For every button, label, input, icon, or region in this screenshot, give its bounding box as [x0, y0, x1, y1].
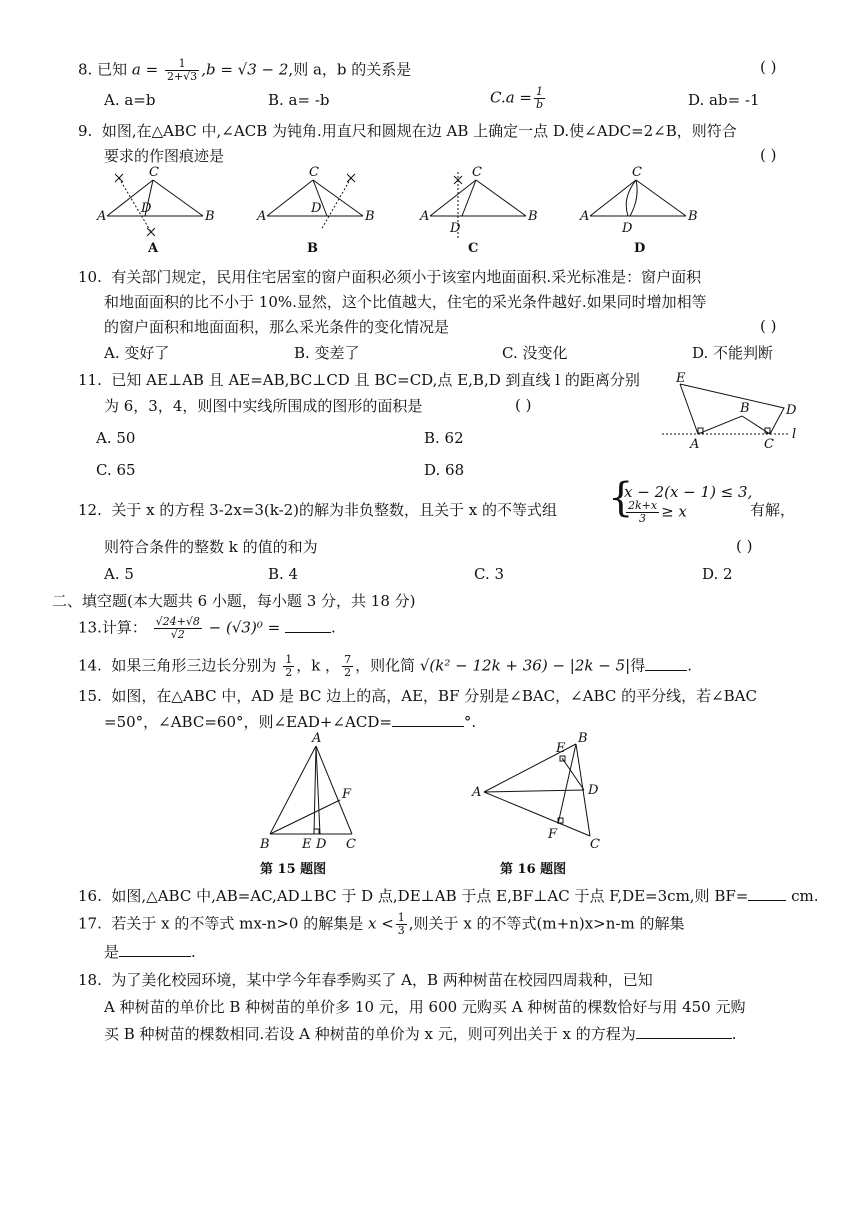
q11-line1: 11. 已知 AE⊥AB 且 AE=AB,BC⊥CD 且 BC=CD,点 E,B,D 到直线 l 的距离分别 [78, 371, 640, 389]
q12-ineq1: x − 2(x − 1) ≤ 3, [624, 483, 753, 501]
q12-option-a: A. 5 [104, 565, 134, 583]
q8-option-d: D. ab= -1 [688, 91, 760, 109]
q11-answer-paren: ( ) [515, 396, 532, 414]
svg-text:B: B [528, 209, 538, 224]
q12-ineq2: $\frac{2k+x}{3}$ ≥ x [628, 499, 687, 525]
svg-text:C: C [632, 165, 642, 180]
svg-text:E: E [676, 371, 686, 386]
svg-text:D: D [588, 783, 599, 798]
q11-option-d: D. 68 [424, 461, 465, 479]
q12-option-d: D. 2 [702, 565, 733, 583]
q10-line1: 10. 有关部门规定，民用住宅居室的窗户面积必须小于该室内地面面积.采光标准是：窗户面积 [78, 268, 702, 286]
svg-text:D: D [622, 221, 633, 236]
fig16-caption: 第 16 题图 [500, 862, 567, 877]
svg-text:E: E [556, 741, 566, 756]
svg-text:D: D [316, 837, 327, 852]
svg-text:A: A [312, 731, 322, 746]
q8-answer-paren: ( ) [760, 58, 777, 76]
svg-text:C: C [309, 165, 319, 180]
svg-text:A: A [690, 437, 700, 452]
q18-blank[interactable] [636, 1024, 732, 1039]
fig16 [472, 732, 612, 856]
svg-text:B: B [578, 731, 588, 746]
q11-figure [662, 372, 802, 456]
svg-text:B: B [205, 209, 215, 224]
q15-blank[interactable] [392, 712, 464, 727]
q10-option-a: A. 变好了 [104, 344, 170, 362]
svg-text:B: B [688, 209, 698, 224]
q8-stem-post: ,则 a，b 的关系是 [288, 60, 412, 79]
q17-line1: 17. 若关于 x 的不等式 mx-n>0 的解集是 x < $\frac{1}{3}$ ,则关于 x 的不等式(m+n)x>n-m 的解集 [78, 911, 685, 937]
q8-a-eq: a = [131, 60, 159, 79]
q14-line: 14. 如果三角形三边长分别为 $\frac{1}{2}$ ，k ， $\frac{7}{2}$ ，则化简 √(k² − 12k + 36) − |2k − 5|得 . [78, 653, 692, 679]
svg-text:A: A [97, 209, 107, 224]
q12-line2: 则符合条件的整数 k 的值的和为 [104, 538, 318, 556]
q8-stem-pre: 已知 [97, 60, 128, 79]
q10-answer-paren: ( ) [760, 317, 777, 335]
q17-line2: 是 . [104, 943, 196, 961]
q12-answer-paren: ( ) [736, 537, 753, 555]
svg-text:A: A [472, 785, 482, 800]
svg-text:A: A [420, 209, 430, 224]
svg-text:A: A [257, 209, 267, 224]
q9-fig-label-d: D [634, 241, 646, 256]
q11-option-a: A. 50 [96, 429, 136, 447]
q10-option-b: B. 变差了 [294, 344, 360, 362]
q10-option-c: C. 没变化 [502, 344, 568, 362]
q10-line2: 和地面面积的比不小于 10%.显然，这个比值越大，住宅的采光条件越好.如果同时增加相等 [104, 293, 707, 311]
svg-text:D: D [311, 201, 322, 216]
q18-line3: 买 B 种树苗的棵数相同.若设 A 种树苗的单价为 x 元，则可列出关于 x 的方程为 . [104, 1025, 737, 1043]
q14-blank[interactable] [645, 656, 687, 671]
section2-title: 二、填空题(本大题共 6 小题，每小题 3 分，共 18 分) [52, 592, 416, 610]
q11-option-b: B. 62 [424, 429, 464, 447]
q9-fig-label-c: C [468, 241, 479, 256]
q9-answer-paren: ( ) [760, 146, 777, 164]
q8-stem [78, 58, 411, 83]
q13-blank[interactable] [285, 618, 331, 633]
svg-text:C: C [346, 837, 356, 852]
svg-text:B: B [365, 209, 375, 224]
q16-line: 16. 如图,△ABC 中,AB=AC,AD⊥BC 于 D 点,DE⊥AB 于点 E,BF⊥AC 于点 F,DE=3cm,则 BF= cm. [78, 887, 819, 905]
q18-line1: 18. 为了美化校园环境，某中学今年春季购买了 A，B 两种树苗在校园四周栽种，已知 [78, 971, 653, 989]
q9-line1: 9. 如图,在△ABC 中,∠ACB 为钝角.用直尺和圆规在边 AB 上确定一点 D.使∠ADC=2∠B，则符合 [78, 122, 737, 140]
q9-line2: 要求的作图痕迹是 [104, 147, 225, 165]
svg-text:D: D [141, 201, 152, 216]
svg-text:B: B [740, 401, 750, 416]
q12-line1-post: 有解， [750, 501, 796, 519]
svg-text:F: F [548, 827, 558, 842]
q17-blank[interactable] [119, 942, 191, 957]
svg-text:D: D [450, 221, 461, 236]
q8-a-fraction: $\frac{1}{2+√3}$ [166, 57, 198, 83]
q9-fig-label-b: B [307, 241, 318, 256]
q15-line2: =50°，∠ABC=60°，则∠EAD+∠ACD= °. [104, 713, 477, 731]
fig15 [258, 731, 368, 852]
svg-text:B: B [260, 837, 270, 852]
q12-option-c: C. 3 [474, 565, 505, 583]
svg-text:D: D [786, 403, 797, 418]
q9-fig-label-a: A [148, 241, 159, 256]
svg-text:A: A [580, 209, 590, 224]
svg-text:E: E [302, 837, 312, 852]
q12-brace: { [608, 475, 634, 521]
fig15-caption: 第 15 题图 [260, 862, 327, 877]
q8-number: 8. [78, 60, 93, 79]
q11-line2: 为 6，3，4，则图中实线所围成的图形的面积是 [104, 397, 423, 415]
q8-option-a: A. a=b [104, 91, 156, 109]
q15-line1: 15. 如图，在△ABC 中，AD 是 BC 边上的高，AE，BF 分别是∠BAC，∠ABC 的平分线，若∠BAC [78, 687, 757, 705]
svg-text:C: C [590, 837, 600, 852]
q8-option-c: C.a = $\frac{1}{b}$ [490, 85, 544, 111]
q18-line2: A 种树苗的单价比 B 种树苗的单价多 10 元，用 600 元购买 A 种树苗的棵数恰好与用 450 元购 [104, 998, 746, 1016]
svg-text:C: C [764, 437, 774, 452]
svg-text:C: C [149, 165, 159, 180]
svg-text:F: F [342, 787, 352, 802]
q11-option-c: C. 65 [96, 461, 136, 479]
q12-option-b: B. 4 [268, 565, 299, 583]
q16-blank[interactable] [748, 886, 786, 901]
q10-line3: 的窗户面积和地面面积，那么采光条件的变化情况是 [104, 318, 450, 336]
svg-text:l: l [792, 427, 797, 442]
svg-text:C: C [472, 165, 482, 180]
q12-line1: 12. 关于 x 的方程 3-2x=3(k-2)的解为非负整数，且关于 x 的不等式组 [78, 501, 558, 519]
q8-option-b: B. a= -b [268, 91, 330, 109]
q8-b-eq: ,b = √3 − 2 [201, 60, 289, 79]
q10-option-d: D. 不能判断 [692, 344, 774, 362]
q13-line: 13.计算： $\frac{√24+√8}{√2}$ − (√3)⁰ = . [78, 615, 336, 641]
